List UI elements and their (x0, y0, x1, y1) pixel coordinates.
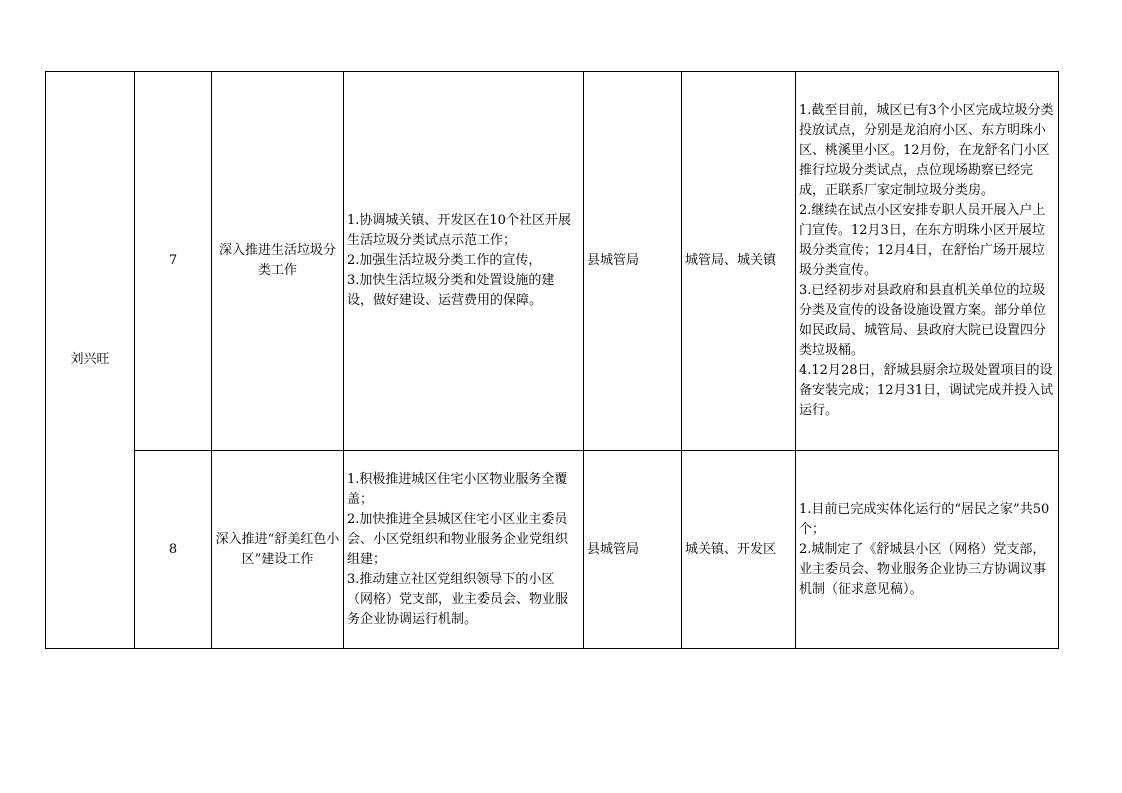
person-cell: 刘兴旺 (46, 72, 135, 649)
lead-unit-cell: 县城管局 (584, 72, 682, 451)
progress-line: 2.城制定了《舒城县小区（网格）党支部，业主委员会、物业服务企业协三方协调议事机制（征求意见稿）。 (799, 541, 1047, 597)
task-table (45, 71, 1059, 649)
progress-cell (796, 72, 1059, 451)
item-number-cell: 8 (135, 451, 212, 649)
responsible-unit-cell: 城关镇、开发区 (682, 451, 796, 649)
task-cell: 深入推进“舒美红色小区”建设工作 (212, 451, 344, 649)
progress-line: 3.已经初步对县政府和县直机关单位的垃圾分类及宣传的设备设施设置方案。部分单位如民政局、城管局、县政府大院已设置四分类垃圾桶。 (799, 283, 1047, 358)
measures-cell (344, 72, 584, 451)
progress-line: 1.目前已完成实体化运行的“居民之家”共50个； (799, 501, 1050, 537)
measure-line: 3.加快生活垃圾分类和处置设施的建设，做好建设、运营费用的保障。 (347, 273, 555, 308)
task-cell: 深入推进生活垃圾分类工作 (212, 72, 344, 451)
responsible-unit-cell: 城管局、城关镇 (682, 72, 796, 451)
table-row (46, 72, 1059, 451)
measures-cell (344, 451, 584, 649)
measure-line: 3.推动建立社区党组织领导下的小区（网格）党支部，业主委员会、物业服务企业协调运行机制。 (347, 571, 569, 627)
progress-line: 4.12月28日，舒城县厨余垃圾处置项目的设备安装完成；12月31日，调试完成并投入试运行。 (799, 363, 1054, 418)
measure-line: 2.加快推进全县城区住宅小区业主委员会、小区党组织和物业服务企业党组织组建； (347, 511, 569, 567)
lead-unit-cell: 县城管局 (584, 451, 682, 649)
measure-line: 2.加强生活垃圾分类工作的宣传， (347, 253, 542, 268)
item-number-cell: 7 (135, 72, 212, 451)
progress-line: 2.继续在试点小区安排专职人员开展入户上门宣传。12月3日，在东方明珠小区开展垃圾分类宣传；12月4日，在舒怡广场开展垃圾分类宣传。 (799, 203, 1046, 278)
measure-line: 1.积极推进城区住宅小区物业服务全覆盖； (347, 471, 568, 507)
progress-cell (796, 451, 1059, 649)
measure-line: 1.协调城关镇、开发区在10个社区开展生活垃圾分类试点示范工作； (347, 213, 571, 248)
table-row (46, 451, 1059, 649)
progress-line: 1.截至目前，城区已有3个小区完成垃圾分类投放试点，分别是龙泊府小区、东方明珠小区、桃溪里小区。12月份，在龙舒名门小区推行垃圾分类试点，点位现场勘察已经完成，正联系厂家定制垃圾分类房。 (799, 103, 1054, 198)
